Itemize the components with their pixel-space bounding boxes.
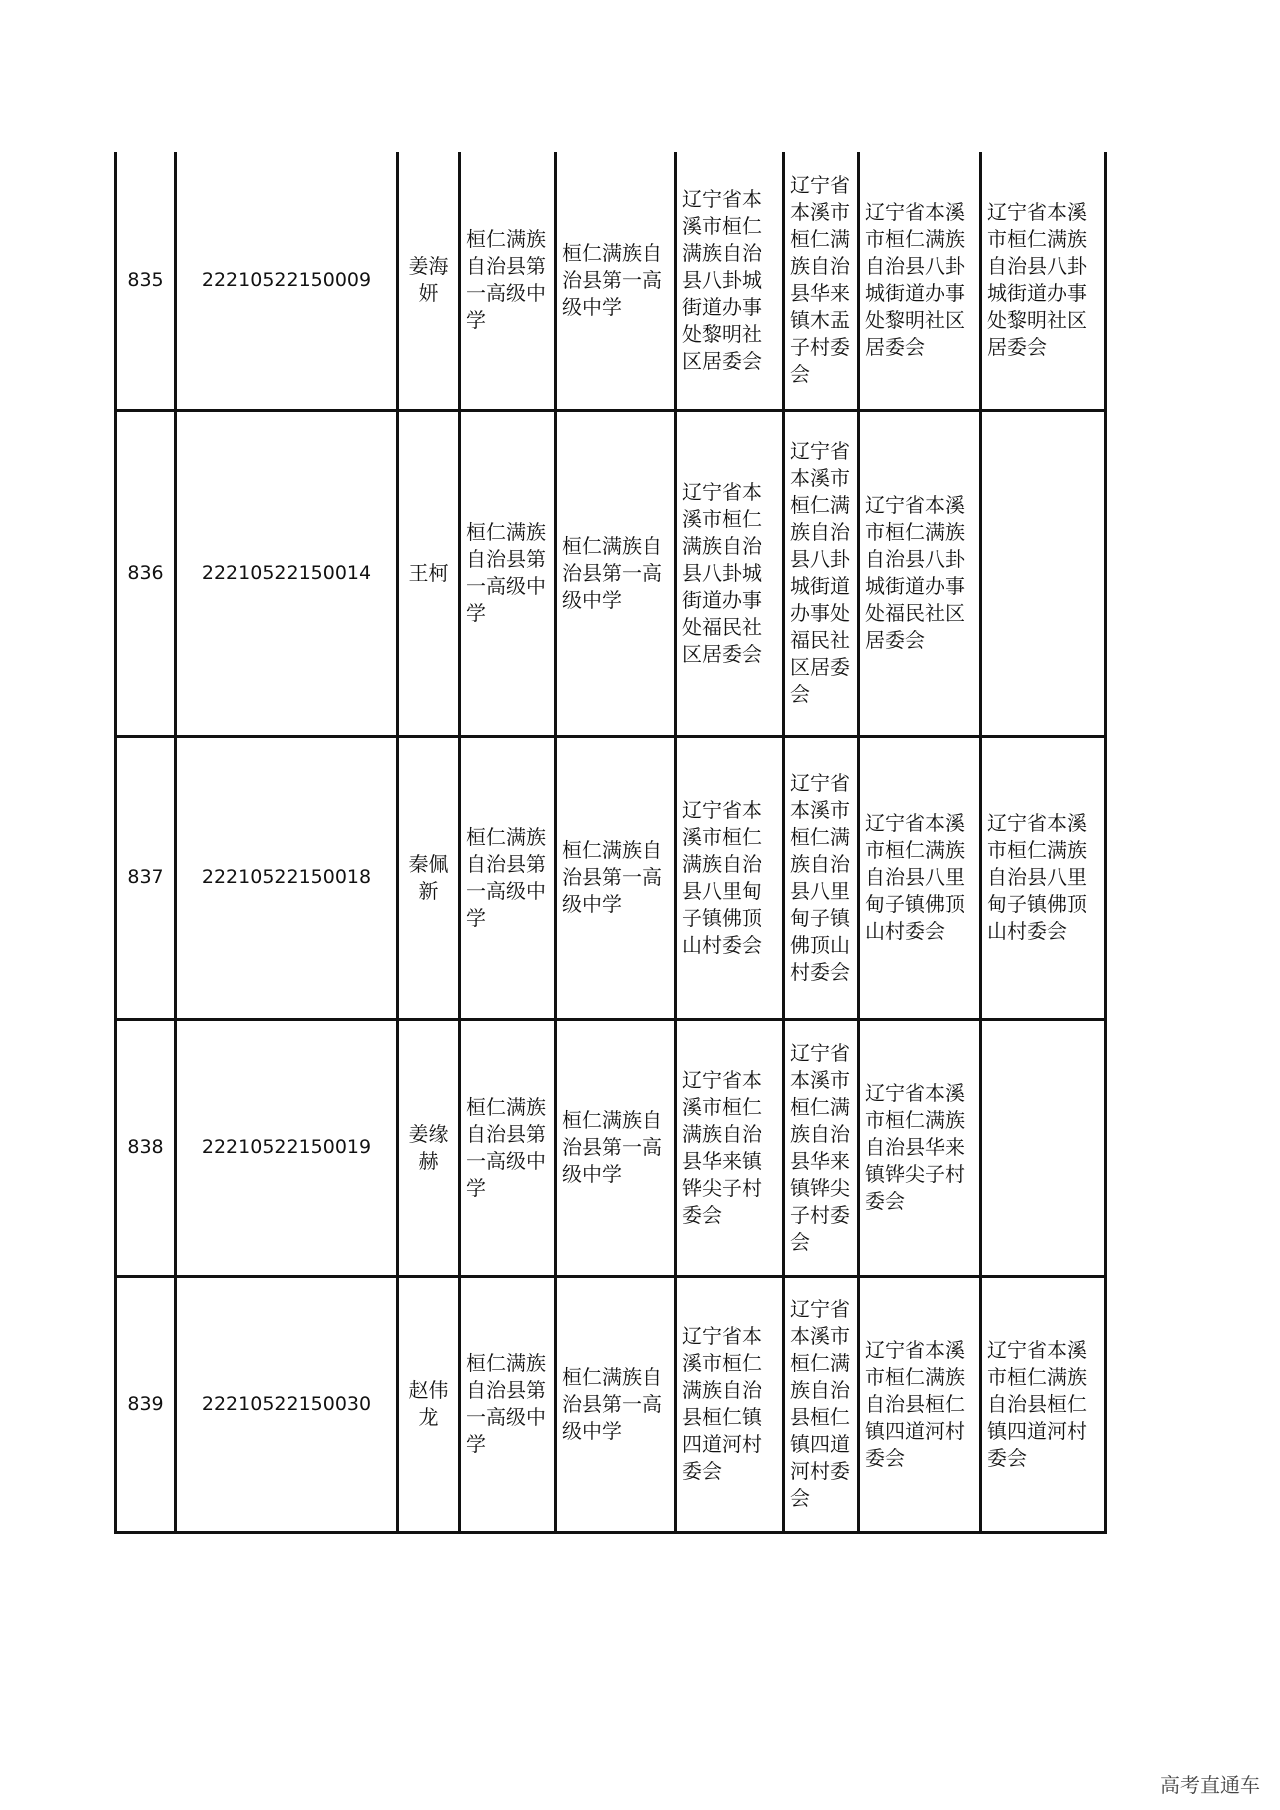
school: 桓仁满族自治县第一高级中学 xyxy=(460,1019,556,1276)
school: 桓仁满族自治县第一高级中学 xyxy=(460,1276,556,1532)
school-full: 桓仁满族自治县第一高级中学 xyxy=(556,736,676,1019)
exam-id: 22210522150009 xyxy=(176,152,398,410)
address-4: 辽宁省本溪市桓仁满族自治县八卦城街道办事处黎明社区居委会 xyxy=(981,152,1106,410)
address-2: 辽宁省本溪市桓仁满族自治县桓仁镇四道河村委会 xyxy=(784,1276,859,1532)
address-4: 辽宁省本溪市桓仁满族自治县八里甸子镇佛顶山村委会 xyxy=(981,736,1106,1019)
school: 桓仁满族自治县第一高级中学 xyxy=(460,736,556,1019)
school: 桓仁满族自治县第一高级中学 xyxy=(460,152,556,410)
address-2: 辽宁省本溪市桓仁满族自治县八里甸子镇佛顶山村委会 xyxy=(784,736,859,1019)
table-row xyxy=(116,410,1106,736)
row-index: 835 xyxy=(116,152,176,410)
roster-body xyxy=(116,152,1106,1532)
address-3: 辽宁省本溪市桓仁满族自治县八里甸子镇佛顶山村委会 xyxy=(859,736,981,1019)
school: 桓仁满族自治县第一高级中学 xyxy=(460,410,556,736)
address-2: 辽宁省本溪市桓仁满族自治县华来镇木盂子村委会 xyxy=(784,152,859,410)
table-row xyxy=(116,1276,1106,1532)
address-4: 辽宁省本溪市桓仁满族自治县桓仁镇四道河村委会 xyxy=(981,1276,1106,1532)
watermark-text: 高考直通车 xyxy=(1160,1773,1260,1797)
exam-id: 22210522150019 xyxy=(176,1019,398,1276)
address-2: 辽宁省本溪市桓仁满族自治县华来镇铧尖子村委会 xyxy=(784,1019,859,1276)
student-name: 王柯 xyxy=(398,410,460,736)
school-full: 桓仁满族自治县第一高级中学 xyxy=(556,410,676,736)
exam-id: 22210522150018 xyxy=(176,736,398,1019)
exam-id: 22210522150014 xyxy=(176,410,398,736)
row-index: 836 xyxy=(116,410,176,736)
address-4 xyxy=(981,1019,1106,1276)
address-1: 辽宁省本溪市桓仁满族自治县八卦城街道办事处福民社区居委会 xyxy=(676,410,784,736)
address-3: 辽宁省本溪市桓仁满族自治县桓仁镇四道河村委会 xyxy=(859,1276,981,1532)
address-1: 辽宁省本溪市桓仁满族自治县八里甸子镇佛顶山村委会 xyxy=(676,736,784,1019)
address-4 xyxy=(981,410,1106,736)
address-2: 辽宁省本溪市桓仁满族自治县八卦城街道办事处福民社区居委会 xyxy=(784,410,859,736)
row-index: 837 xyxy=(116,736,176,1019)
address-1: 辽宁省本溪市桓仁满族自治县桓仁镇四道河村委会 xyxy=(676,1276,784,1532)
row-index: 839 xyxy=(116,1276,176,1532)
address-1: 辽宁省本溪市桓仁满族自治县华来镇铧尖子村委会 xyxy=(676,1019,784,1276)
school-full: 桓仁满族自治县第一高级中学 xyxy=(556,1276,676,1532)
school-full: 桓仁满族自治县第一高级中学 xyxy=(556,1019,676,1276)
table-row xyxy=(116,152,1106,410)
exam-id: 22210522150030 xyxy=(176,1276,398,1532)
student-roster-table xyxy=(114,152,1107,1534)
address-3: 辽宁省本溪市桓仁满族自治县八卦城街道办事处福民社区居委会 xyxy=(859,410,981,736)
table-row xyxy=(116,1019,1106,1276)
student-name: 姜海妍 xyxy=(398,152,460,410)
address-1: 辽宁省本溪市桓仁满族自治县八卦城街道办事处黎明社区居委会 xyxy=(676,152,784,410)
student-name: 赵伟龙 xyxy=(398,1276,460,1532)
row-index: 838 xyxy=(116,1019,176,1276)
table-row xyxy=(116,736,1106,1019)
address-3: 辽宁省本溪市桓仁满族自治县八卦城街道办事处黎明社区居委会 xyxy=(859,152,981,410)
student-name: 秦佩新 xyxy=(398,736,460,1019)
student-name: 姜缘赫 xyxy=(398,1019,460,1276)
school-full: 桓仁满族自治县第一高级中学 xyxy=(556,152,676,410)
address-3: 辽宁省本溪市桓仁满族自治县华来镇铧尖子村委会 xyxy=(859,1019,981,1276)
